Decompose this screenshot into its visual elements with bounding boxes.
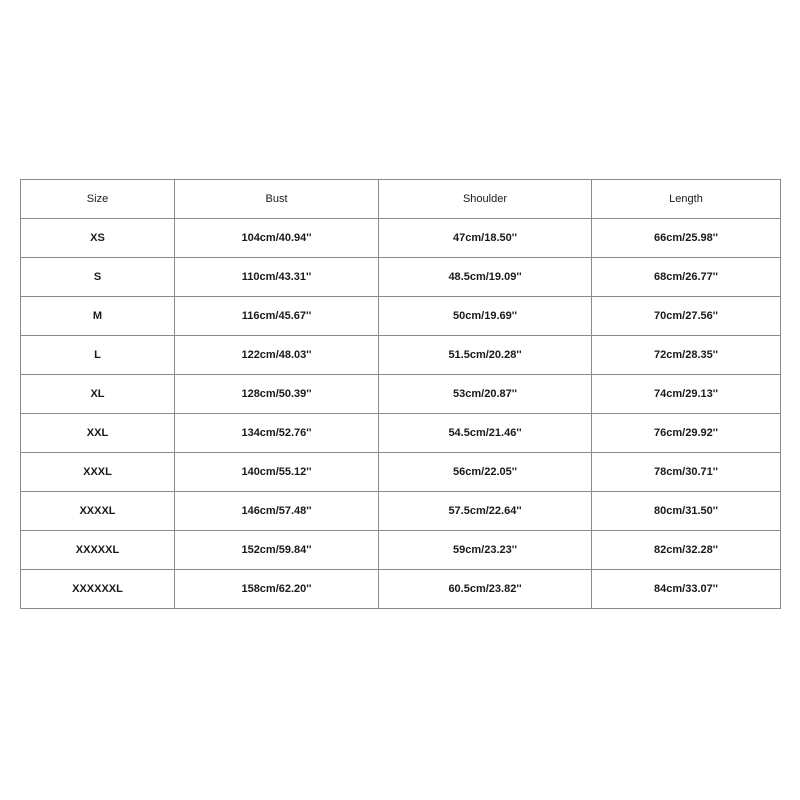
size-chart-table: [20, 179, 781, 609]
cell-length: 78cm/30.71'': [592, 453, 781, 492]
cell-bust: 110cm/43.31'': [175, 258, 379, 297]
table-row: [21, 453, 781, 492]
cell-length: 84cm/33.07'': [592, 570, 781, 609]
cell-shoulder: 53cm/20.87'': [379, 375, 592, 414]
cell-size: XXXXXL: [21, 531, 175, 570]
cell-length: 70cm/27.56'': [592, 297, 781, 336]
table-row: [21, 570, 781, 609]
cell-size: XXXXL: [21, 492, 175, 531]
cell-shoulder: 56cm/22.05'': [379, 453, 592, 492]
table-row: [21, 531, 781, 570]
cell-bust: 152cm/59.84'': [175, 531, 379, 570]
table-header-row: [21, 180, 781, 219]
cell-length: 72cm/28.35'': [592, 336, 781, 375]
table-row: [21, 414, 781, 453]
table-row: [21, 297, 781, 336]
cell-bust: 104cm/40.94'': [175, 219, 379, 258]
cell-size: XL: [21, 375, 175, 414]
cell-length: 66cm/25.98'': [592, 219, 781, 258]
cell-length: 76cm/29.92'': [592, 414, 781, 453]
table-row: [21, 375, 781, 414]
cell-length: 80cm/31.50'': [592, 492, 781, 531]
cell-size: XXXXXXL: [21, 570, 175, 609]
header-bust: Bust: [175, 180, 379, 219]
cell-size: XXL: [21, 414, 175, 453]
cell-shoulder: 48.5cm/19.09'': [379, 258, 592, 297]
cell-shoulder: 50cm/19.69'': [379, 297, 592, 336]
cell-size: S: [21, 258, 175, 297]
cell-bust: 128cm/50.39'': [175, 375, 379, 414]
cell-shoulder: 54.5cm/21.46'': [379, 414, 592, 453]
cell-bust: 158cm/62.20'': [175, 570, 379, 609]
cell-bust: 116cm/45.67'': [175, 297, 379, 336]
header-length: Length: [592, 180, 781, 219]
table-row: [21, 492, 781, 531]
cell-shoulder: 59cm/23.23'': [379, 531, 592, 570]
cell-size: XXXL: [21, 453, 175, 492]
cell-bust: 146cm/57.48'': [175, 492, 379, 531]
cell-bust: 134cm/52.76'': [175, 414, 379, 453]
cell-shoulder: 57.5cm/22.64'': [379, 492, 592, 531]
table-row: [21, 336, 781, 375]
cell-shoulder: 60.5cm/23.82'': [379, 570, 592, 609]
cell-length: 82cm/32.28'': [592, 531, 781, 570]
table-row: [21, 258, 781, 297]
header-size: Size: [21, 180, 175, 219]
header-shoulder: Shoulder: [379, 180, 592, 219]
cell-bust: 140cm/55.12'': [175, 453, 379, 492]
cell-size: L: [21, 336, 175, 375]
cell-size: XS: [21, 219, 175, 258]
cell-size: M: [21, 297, 175, 336]
cell-length: 68cm/26.77'': [592, 258, 781, 297]
cell-shoulder: 47cm/18.50'': [379, 219, 592, 258]
cell-length: 74cm/29.13'': [592, 375, 781, 414]
table-row: [21, 219, 781, 258]
cell-shoulder: 51.5cm/20.28'': [379, 336, 592, 375]
cell-bust: 122cm/48.03'': [175, 336, 379, 375]
